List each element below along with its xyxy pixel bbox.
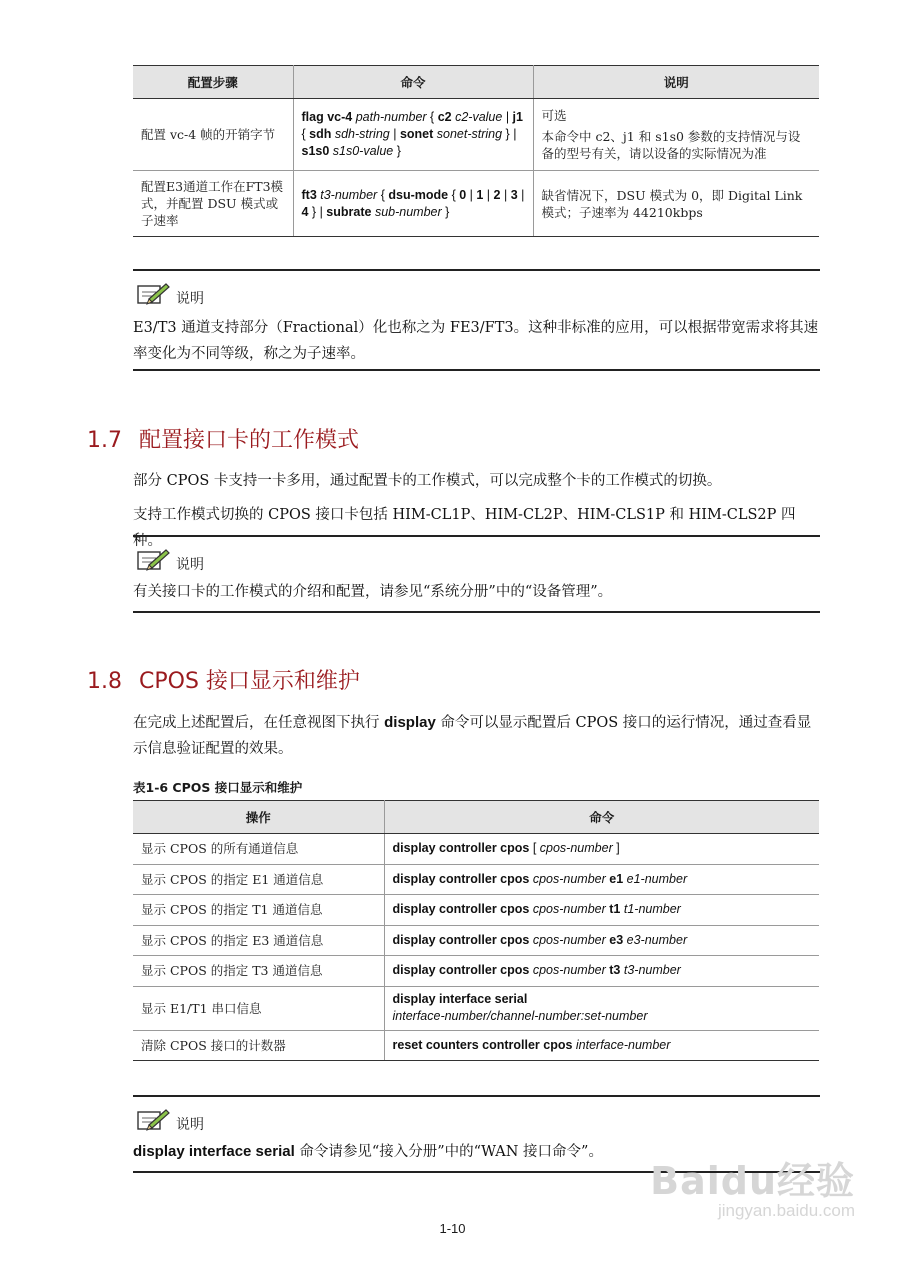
section-heading: [87, 664, 360, 695]
table-row: [133, 895, 819, 926]
command-syntax: |: [517, 187, 525, 202]
header-operation: 操作: [133, 801, 384, 834]
operation-cell: 清除 CPOS 接口的计数器: [133, 1030, 384, 1061]
command-argument: e3-number: [626, 932, 688, 947]
note-label: 说明: [176, 557, 204, 573]
watermark-url: jingyan.baidu.com: [717, 1201, 855, 1220]
operation-cell: 显示 CPOS 的所有通道信息: [133, 834, 384, 865]
command-argument: cpos-number: [532, 902, 610, 917]
command-cell: [293, 171, 533, 237]
paragraph-text: 命令可以显示配置后 CPOS 接口的运行情况，通过查看显示信息验证配置的效果。: [133, 715, 812, 757]
command-keyword: display controller cpos: [392, 841, 533, 856]
command-keyword: ft3: [301, 187, 321, 202]
command-syntax: |: [466, 187, 477, 202]
section-heading: [87, 423, 359, 454]
command-syntax: |: [483, 187, 494, 202]
header-step: 配置步骤: [133, 66, 293, 99]
command-argument: c2-value: [455, 110, 503, 124]
table-row: [133, 925, 819, 956]
command-keyword: t1: [609, 902, 624, 917]
command-keyword: subrate: [326, 204, 375, 219]
command-keyword: display controller cpos: [392, 963, 533, 978]
command-keyword: s1s0: [301, 144, 333, 158]
command-cell: [384, 895, 819, 926]
command-argument: t3-number: [623, 963, 681, 978]
command-syntax: {: [430, 110, 438, 124]
command-keyword: display controller cpos: [392, 902, 533, 917]
step-cell: 配置 vc-4 帧的开销字节: [133, 99, 293, 171]
command-argument: path-number: [355, 110, 431, 124]
table-row: [133, 834, 819, 865]
command-keyword: c2: [437, 110, 456, 124]
command-keyword: 2: [493, 187, 501, 202]
command-syntax: } |: [308, 204, 327, 219]
config-table-header: [133, 66, 819, 99]
command-keyword: sdh: [309, 127, 335, 141]
section-number: 1.7: [87, 428, 122, 453]
command-argument: cpos-number: [532, 871, 610, 886]
command-syntax: }: [441, 204, 450, 219]
description-cell: [533, 99, 819, 171]
watermark: [650, 1150, 855, 1221]
command-syntax: [: [532, 841, 540, 856]
operation-cell: 显示 CPOS 的指定 E3 通道信息: [133, 925, 384, 956]
note-text: 有关接口卡的工作模式的介绍和配置，请参见“系统分册”中的“设备管理”。: [133, 584, 613, 600]
command-syntax: |: [500, 187, 511, 202]
operation-cell: 显示 CPOS 的指定 T1 通道信息: [133, 895, 384, 926]
command-syntax: |: [502, 110, 513, 124]
command-argument: interface-number/channel-number:set-number: [392, 1009, 648, 1023]
description-line: 可选: [541, 108, 567, 123]
section-title: CPOS 接口显示和维护: [139, 669, 360, 694]
command-argument: sonet-string: [436, 127, 503, 141]
operation-cell: 显示 E1/T1 串口信息: [133, 986, 384, 1030]
table-caption: 表1-6 CPOS 接口显示和维护: [133, 780, 303, 795]
page-number: 1-10: [439, 1221, 466, 1236]
command-keyword: display controller cpos: [392, 932, 533, 947]
note-label: 说明: [176, 291, 204, 307]
command-syntax: }: [393, 144, 401, 158]
command-keyword: display interface serial: [392, 992, 528, 1006]
command-keyword: dsu-mode: [388, 187, 452, 202]
inline-command: display: [384, 714, 436, 731]
command-keyword: sonet: [399, 127, 437, 141]
command-keyword: display controller cpos: [392, 871, 533, 886]
command-cell: [384, 834, 819, 865]
note-box: [133, 535, 820, 613]
command-cell: [293, 99, 533, 171]
note-header: [136, 547, 204, 573]
display-table-header: [133, 801, 819, 834]
paragraph: [133, 710, 823, 762]
command-keyword: t3: [609, 963, 624, 978]
command-keyword: 1: [476, 187, 484, 202]
header-command: 命令: [384, 801, 819, 834]
paragraph: 部分 CPOS 卡支持一卡多用，通过配置卡的工作模式，可以完成整个卡的工作模式的切换。: [133, 473, 722, 489]
command-argument: cpos-number: [532, 963, 610, 978]
config-table: [133, 65, 819, 237]
command-keyword: flag vc-4: [301, 110, 356, 124]
command-syntax: } |: [502, 127, 517, 141]
note-header: [136, 281, 204, 307]
paragraph-text: 在完成上述配置后，在任意视图下执行: [133, 715, 385, 731]
table-row: [133, 956, 819, 987]
section-title: 配置接口卡的工作模式: [139, 428, 360, 453]
note-pencil-icon: [136, 548, 170, 572]
command-keyword: j1: [512, 110, 523, 124]
note-pencil-icon: [136, 282, 170, 306]
command-syntax: ]: [612, 841, 620, 856]
note-label: 说明: [176, 1117, 204, 1133]
command-argument: interface-number: [575, 1037, 671, 1052]
command-keyword: reset counters controller cpos: [392, 1037, 576, 1052]
operation-cell: 显示 CPOS 的指定 E1 通道信息: [133, 864, 384, 895]
inline-command: display interface serial: [133, 1143, 295, 1160]
command-keyword: 4: [301, 204, 309, 219]
command-argument: t3-number: [320, 187, 381, 202]
command-cell: [384, 1030, 819, 1061]
note-box: [133, 269, 820, 371]
table-row: [133, 171, 819, 237]
description-cell: [533, 171, 819, 237]
command-cell: [384, 956, 819, 987]
command-argument: s1s0-value: [332, 144, 394, 158]
header-command: 命令: [293, 66, 533, 99]
table-row: [133, 864, 819, 895]
command-cell: [384, 925, 819, 956]
description-line: 本命令中 c2、j1 和 s1s0 参数的支持情况与设备的型号有关，请以设备的实际情况为准: [541, 129, 801, 161]
table-row: [133, 986, 819, 1030]
table-row: [133, 99, 819, 171]
paragraph: 支持工作模式切换的 CPOS 接口卡包括 HIM-CL1P、HIM-CL2P、HIM-CLS1P 和 HIM-CLS2P 四种。: [133, 507, 796, 549]
table-row: [133, 1030, 819, 1061]
command-syntax: {: [301, 127, 310, 141]
command-keyword: e1: [609, 871, 627, 886]
command-cell: [384, 986, 819, 1030]
display-table: [133, 800, 819, 1061]
command-syntax: {: [451, 187, 460, 202]
header-description: 说明: [533, 66, 819, 99]
command-keyword: 0: [459, 187, 467, 202]
command-cell: [384, 864, 819, 895]
command-keyword: e3: [609, 932, 627, 947]
command-keyword: 3: [510, 187, 518, 202]
description-line: 缺省情况下，DSU 模式为 0，即 Digital Link 模式；子速率为 44210kbps: [541, 187, 803, 220]
command-syntax: {: [380, 187, 389, 202]
command-argument: sdh-string: [334, 127, 390, 141]
watermark-logo: Baidu经验: [650, 1159, 855, 1203]
note-text: E3/T3 通道支持部分（Fractional）化也称之为 FE3/FT3。这种非标准的应用，可以根据带宽需求将其速率变化为不同等级，称之为子速率。: [133, 320, 819, 362]
command-argument: e1-number: [626, 871, 688, 886]
command-argument: cpos-number: [539, 841, 613, 856]
note-pencil-icon: [136, 1108, 170, 1132]
section-number: 1.8: [87, 669, 122, 694]
command-syntax: |: [389, 127, 400, 141]
operation-cell: 显示 CPOS 的指定 T3 通道信息: [133, 956, 384, 987]
note-header: [136, 1107, 204, 1133]
command-argument: cpos-number: [532, 932, 610, 947]
note-text-body: 命令请参见“接入分册”中的“WAN 接口命令”。: [294, 1144, 603, 1160]
command-argument: t1-number: [623, 902, 681, 917]
step-cell: 配置E3通道工作在FT3模式，并配置 DSU 模式或子速率: [133, 171, 293, 237]
command-argument: sub-number: [374, 204, 442, 219]
